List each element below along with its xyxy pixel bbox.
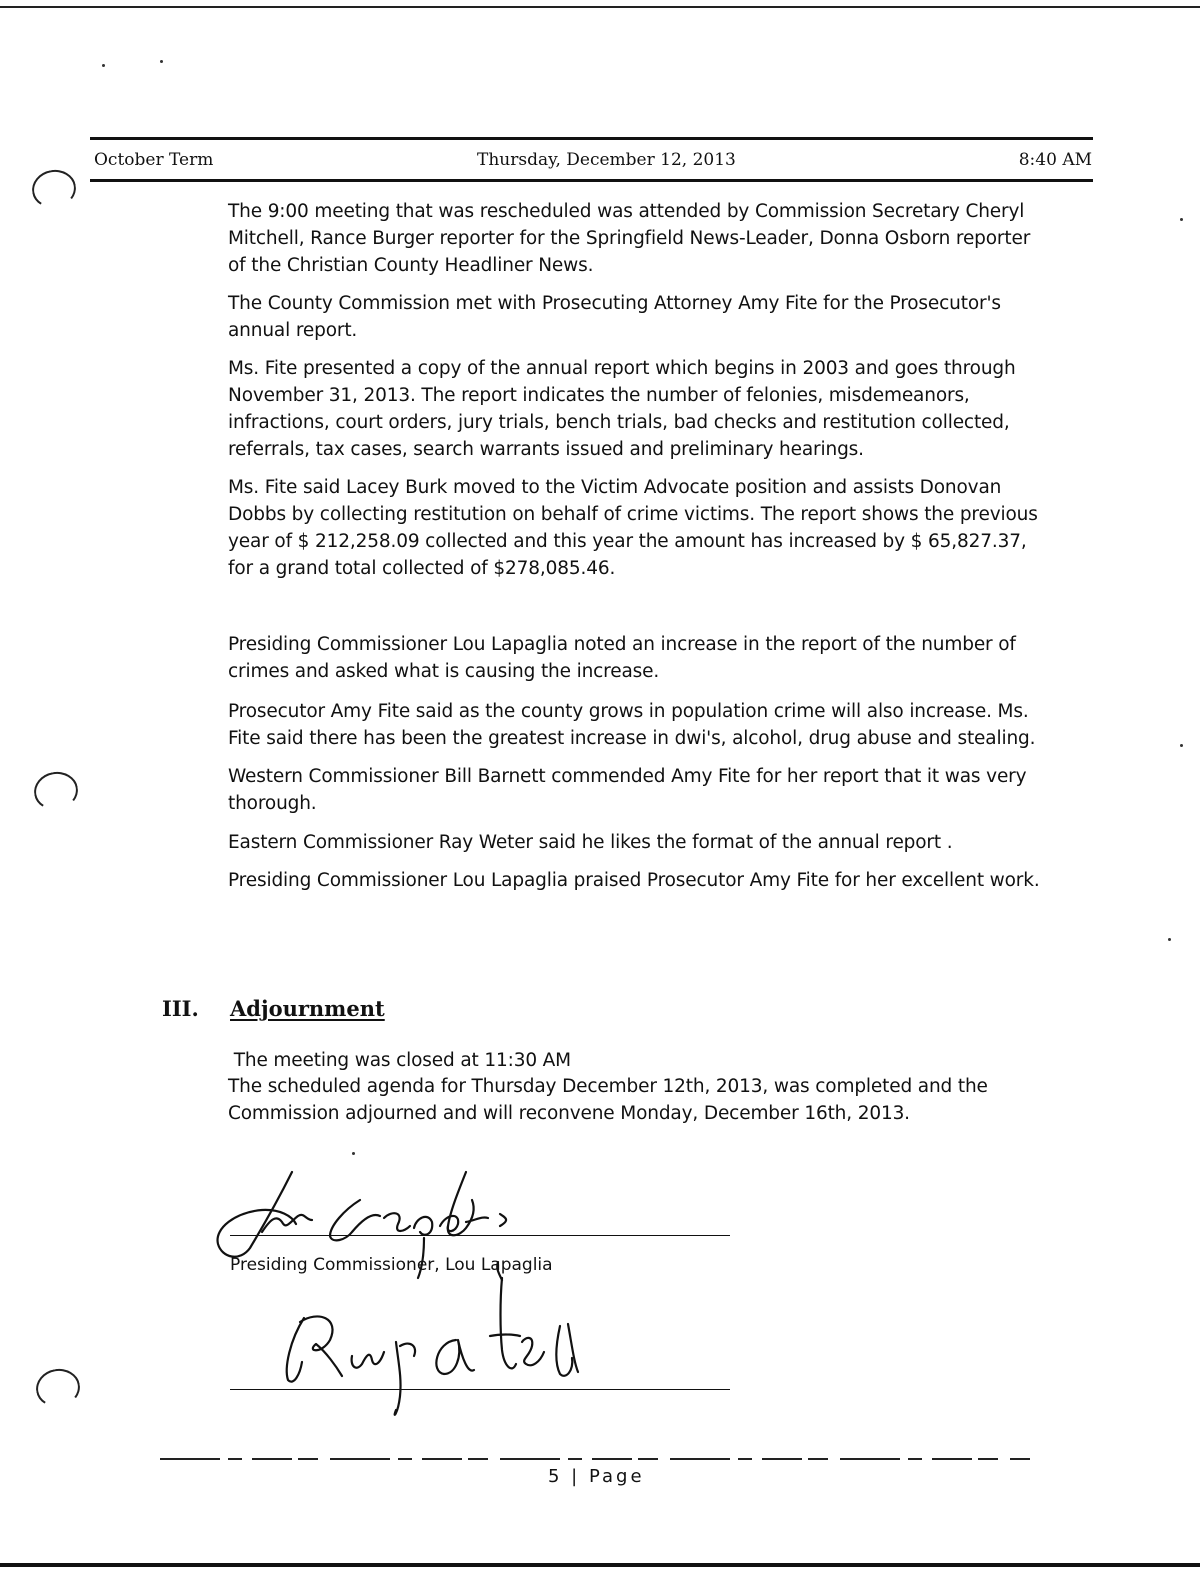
adjournment-agenda-line: The scheduled agenda for Thursday December 12th, 2013, was completed and the Commission adjourned and will reconvene Monday, December 16th, 2013. xyxy=(228,1076,988,1124)
section-title: Adjournment xyxy=(230,996,385,1021)
paragraph-attendance: The 9:00 meeting that was rescheduled was attended by Commission Secretary Cheryl Mitchell, Rance Burger reporter for the Springfield News-Leader, Donna Osborn reporter of the Christian County Headliner News. xyxy=(228,201,1031,276)
header-term: October Term xyxy=(94,150,214,170)
footer-rule xyxy=(160,1458,1030,1460)
signature-line-second xyxy=(230,1389,730,1390)
scan-edge-bottom xyxy=(0,1563,1200,1567)
page-number: 5 | Page xyxy=(548,1466,645,1487)
paragraph-lapaglia-praise: Presiding Commissioner Lou Lapaglia praised Prosecutor Amy Fite for her excellent work. xyxy=(228,870,1040,891)
paragraph-crime-increase-answer: Prosecutor Amy Fite said as the county grows in population crime will also increase. Ms. Fite said there has been the greatest increase in dwi's, alcohol, drug abuse and stealing. xyxy=(228,701,1036,749)
paragraph-crime-increase-question: Presiding Commissioner Lou Lapaglia noted an increase in the report of the number of crimes and asked what is causing the increase. xyxy=(228,634,1016,682)
header-date: Thursday, December 12, 2013 xyxy=(477,150,736,170)
adjournment-closed-line: The meeting was closed at 11:30 AM xyxy=(228,1050,571,1071)
paragraph-weter-comment: Eastern Commissioner Ray Weter said he likes the format of the annual report . xyxy=(228,832,953,853)
header-time: 8:40 AM xyxy=(1018,150,1092,170)
signature-label-first: Presiding Commissioner, Lou Lapaglia xyxy=(230,1255,553,1275)
section-number: III. xyxy=(162,996,199,1021)
paragraph-report-contents: Ms. Fite presented a copy of the annual report which begins in 2003 and goes through November 31, 2013. The report indicates the number of felonies, misdemeanors, infractions, court orders, jury trials, bench trials, bad checks and restitution collected, referrals, tax cases, search warrants issued and preliminary hearings. xyxy=(228,358,1016,460)
paragraph-meeting-purpose: The County Commission met with Prosecuting Attorney Amy Fite for the Prosecutor's annual report. xyxy=(228,293,1001,341)
paragraph-restitution: Ms. Fite said Lacey Burk moved to the Victim Advocate position and assists Donovan Dobbs by collecting restitution on behalf of crime victims. The report shows the previous year of $ 212,258.09 collected and this year the amount has increased by $ 65,827.37, for a grand total collected of $278,085.46. xyxy=(228,477,1038,579)
paragraph-barnett-comment: Western Commissioner Bill Barnett commended Amy Fite for her report that it was very thorough. xyxy=(228,766,1027,814)
